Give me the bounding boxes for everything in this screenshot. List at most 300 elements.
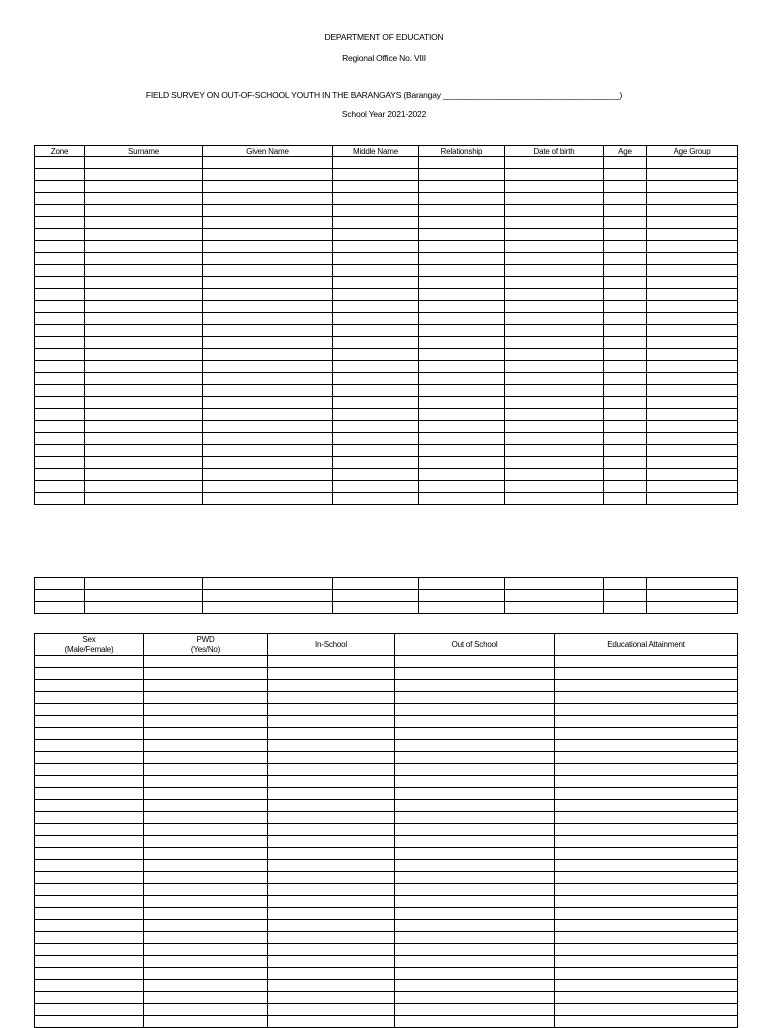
table-cell[interactable] — [333, 590, 419, 602]
table-cell[interactable] — [85, 289, 203, 301]
table-cell[interactable] — [85, 421, 203, 433]
table-cell[interactable] — [555, 812, 738, 824]
table-cell[interactable] — [555, 884, 738, 896]
table-cell[interactable] — [505, 193, 604, 205]
table-cell[interactable] — [555, 692, 738, 704]
table-cell[interactable] — [419, 457, 505, 469]
table-cell[interactable] — [85, 325, 203, 337]
table-cell[interactable] — [647, 578, 738, 590]
table-cell[interactable] — [395, 896, 555, 908]
table-cell[interactable] — [333, 481, 419, 493]
table-cell[interactable] — [604, 301, 647, 313]
table-cell[interactable] — [647, 349, 738, 361]
table-cell[interactable] — [505, 409, 604, 421]
table-cell[interactable] — [35, 980, 144, 992]
table-cell[interactable] — [647, 457, 738, 469]
table-cell[interactable] — [604, 349, 647, 361]
table-cell[interactable] — [505, 313, 604, 325]
table-cell[interactable] — [85, 193, 203, 205]
table-cell[interactable] — [604, 469, 647, 481]
table-cell[interactable] — [647, 445, 738, 457]
table-cell[interactable] — [395, 908, 555, 920]
table-cell[interactable] — [647, 590, 738, 602]
table-cell[interactable] — [505, 301, 604, 313]
table-cell[interactable] — [144, 692, 268, 704]
table-cell[interactable] — [647, 253, 738, 265]
table-cell[interactable] — [144, 872, 268, 884]
table-cell[interactable] — [85, 253, 203, 265]
table-cell[interactable] — [604, 157, 647, 169]
table-cell[interactable] — [647, 217, 738, 229]
table-cell[interactable] — [604, 181, 647, 193]
table-cell[interactable] — [144, 908, 268, 920]
table-cell[interactable] — [35, 884, 144, 896]
table-cell[interactable] — [604, 385, 647, 397]
table-cell[interactable] — [395, 932, 555, 944]
table-cell[interactable] — [604, 481, 647, 493]
table-cell[interactable] — [647, 301, 738, 313]
table-cell[interactable] — [85, 217, 203, 229]
table-cell[interactable] — [35, 680, 144, 692]
table-cell[interactable] — [268, 680, 395, 692]
table-cell[interactable] — [555, 944, 738, 956]
table-cell[interactable] — [85, 457, 203, 469]
table-cell[interactable] — [85, 397, 203, 409]
table-cell[interactable] — [203, 265, 333, 277]
table-cell[interactable] — [604, 590, 647, 602]
table-cell[interactable] — [604, 253, 647, 265]
table-cell[interactable] — [419, 241, 505, 253]
table-cell[interactable] — [395, 920, 555, 932]
table-cell[interactable] — [268, 908, 395, 920]
table-cell[interactable] — [555, 968, 738, 980]
table-cell[interactable] — [268, 692, 395, 704]
table-cell[interactable] — [555, 728, 738, 740]
table-cell[interactable] — [505, 493, 604, 505]
table-cell[interactable] — [505, 578, 604, 590]
table-cell[interactable] — [268, 968, 395, 980]
table-cell[interactable] — [333, 313, 419, 325]
table-cell[interactable] — [647, 265, 738, 277]
table-cell[interactable] — [647, 157, 738, 169]
table-cell[interactable] — [333, 385, 419, 397]
table-cell[interactable] — [395, 692, 555, 704]
table-cell[interactable] — [604, 241, 647, 253]
table-cell[interactable] — [144, 728, 268, 740]
table-cell[interactable] — [203, 457, 333, 469]
table-cell[interactable] — [419, 361, 505, 373]
table-cell[interactable] — [268, 992, 395, 1004]
table-cell[interactable] — [505, 481, 604, 493]
table-cell[interactable] — [85, 337, 203, 349]
table-cell[interactable] — [85, 373, 203, 385]
table-cell[interactable] — [268, 716, 395, 728]
table-cell[interactable] — [555, 680, 738, 692]
table-cell[interactable] — [35, 457, 85, 469]
table-cell[interactable] — [35, 956, 144, 968]
table-cell[interactable] — [203, 445, 333, 457]
table-cell[interactable] — [395, 824, 555, 836]
table-cell[interactable] — [35, 217, 85, 229]
table-cell[interactable] — [203, 157, 333, 169]
table-cell[interactable] — [555, 920, 738, 932]
table-cell[interactable] — [85, 385, 203, 397]
table-cell[interactable] — [35, 493, 85, 505]
table-cell[interactable] — [555, 800, 738, 812]
table-cell[interactable] — [35, 337, 85, 349]
table-cell[interactable] — [144, 836, 268, 848]
table-cell[interactable] — [555, 1016, 738, 1028]
table-cell[interactable] — [555, 896, 738, 908]
table-cell[interactable] — [144, 800, 268, 812]
table-cell[interactable] — [419, 217, 505, 229]
table-cell[interactable] — [85, 241, 203, 253]
table-cell[interactable] — [144, 920, 268, 932]
table-cell[interactable] — [35, 481, 85, 493]
table-cell[interactable] — [395, 944, 555, 956]
table-cell[interactable] — [144, 656, 268, 668]
table-cell[interactable] — [647, 241, 738, 253]
table-cell[interactable] — [647, 325, 738, 337]
table-cell[interactable] — [505, 602, 604, 614]
table-cell[interactable] — [203, 578, 333, 590]
table-cell[interactable] — [268, 848, 395, 860]
table-cell[interactable] — [268, 812, 395, 824]
table-cell[interactable] — [35, 728, 144, 740]
table-cell[interactable] — [268, 1016, 395, 1028]
table-cell[interactable] — [419, 277, 505, 289]
table-cell[interactable] — [647, 313, 738, 325]
table-cell[interactable] — [419, 481, 505, 493]
table-cell[interactable] — [85, 301, 203, 313]
table-cell[interactable] — [35, 908, 144, 920]
table-cell[interactable] — [85, 409, 203, 421]
table-cell[interactable] — [35, 992, 144, 1004]
table-cell[interactable] — [395, 752, 555, 764]
table-cell[interactable] — [144, 860, 268, 872]
table-cell[interactable] — [395, 860, 555, 872]
table-cell[interactable] — [647, 277, 738, 289]
table-cell[interactable] — [144, 848, 268, 860]
table-cell[interactable] — [35, 872, 144, 884]
table-cell[interactable] — [647, 193, 738, 205]
table-cell[interactable] — [85, 361, 203, 373]
table-cell[interactable] — [268, 704, 395, 716]
table-cell[interactable] — [203, 277, 333, 289]
table-cell[interactable] — [505, 229, 604, 241]
table-cell[interactable] — [35, 409, 85, 421]
table-cell[interactable] — [85, 157, 203, 169]
table-cell[interactable] — [35, 361, 85, 373]
table-cell[interactable] — [505, 157, 604, 169]
table-cell[interactable] — [144, 944, 268, 956]
table-cell[interactable] — [333, 325, 419, 337]
table-cell[interactable] — [35, 602, 85, 614]
table-cell[interactable] — [604, 205, 647, 217]
table-cell[interactable] — [604, 313, 647, 325]
table-cell[interactable] — [35, 590, 85, 602]
table-cell[interactable] — [505, 265, 604, 277]
table-cell[interactable] — [203, 325, 333, 337]
table-cell[interactable] — [555, 848, 738, 860]
table-cell[interactable] — [268, 956, 395, 968]
table-cell[interactable] — [35, 656, 144, 668]
table-cell[interactable] — [419, 493, 505, 505]
table-cell[interactable] — [333, 229, 419, 241]
table-cell[interactable] — [203, 241, 333, 253]
table-cell[interactable] — [85, 205, 203, 217]
table-cell[interactable] — [35, 944, 144, 956]
table-cell[interactable] — [144, 764, 268, 776]
table-cell[interactable] — [35, 812, 144, 824]
table-cell[interactable] — [419, 421, 505, 433]
table-cell[interactable] — [35, 896, 144, 908]
table-cell[interactable] — [144, 896, 268, 908]
table-cell[interactable] — [203, 253, 333, 265]
table-cell[interactable] — [419, 265, 505, 277]
table-cell[interactable] — [35, 836, 144, 848]
table-cell[interactable] — [555, 932, 738, 944]
table-cell[interactable] — [35, 325, 85, 337]
table-cell[interactable] — [647, 409, 738, 421]
table-cell[interactable] — [333, 157, 419, 169]
table-cell[interactable] — [268, 740, 395, 752]
table-cell[interactable] — [604, 217, 647, 229]
table-cell[interactable] — [35, 740, 144, 752]
table-cell[interactable] — [395, 668, 555, 680]
table-cell[interactable] — [555, 764, 738, 776]
table-cell[interactable] — [604, 229, 647, 241]
table-cell[interactable] — [333, 193, 419, 205]
table-cell[interactable] — [35, 1016, 144, 1028]
table-cell[interactable] — [647, 361, 738, 373]
table-cell[interactable] — [647, 397, 738, 409]
table-cell[interactable] — [604, 578, 647, 590]
table-cell[interactable] — [395, 956, 555, 968]
table-cell[interactable] — [144, 788, 268, 800]
table-cell[interactable] — [395, 1004, 555, 1016]
table-cell[interactable] — [505, 205, 604, 217]
table-cell[interactable] — [604, 602, 647, 614]
table-cell[interactable] — [395, 680, 555, 692]
table-cell[interactable] — [268, 920, 395, 932]
table-cell[interactable] — [555, 656, 738, 668]
table-cell[interactable] — [144, 956, 268, 968]
table-cell[interactable] — [395, 764, 555, 776]
table-cell[interactable] — [85, 277, 203, 289]
table-cell[interactable] — [203, 397, 333, 409]
table-cell[interactable] — [85, 590, 203, 602]
table-cell[interactable] — [333, 205, 419, 217]
table-cell[interactable] — [85, 313, 203, 325]
table-cell[interactable] — [333, 602, 419, 614]
table-cell[interactable] — [604, 433, 647, 445]
table-cell[interactable] — [604, 493, 647, 505]
table-cell[interactable] — [35, 968, 144, 980]
table-cell[interactable] — [35, 469, 85, 481]
table-cell[interactable] — [35, 373, 85, 385]
table-cell[interactable] — [268, 788, 395, 800]
table-cell[interactable] — [35, 788, 144, 800]
table-cell[interactable] — [419, 602, 505, 614]
table-cell[interactable] — [203, 409, 333, 421]
table-cell[interactable] — [144, 704, 268, 716]
table-cell[interactable] — [505, 169, 604, 181]
table-cell[interactable] — [85, 181, 203, 193]
table-cell[interactable] — [85, 469, 203, 481]
table-cell[interactable] — [505, 445, 604, 457]
table-cell[interactable] — [505, 433, 604, 445]
table-cell[interactable] — [333, 433, 419, 445]
table-cell[interactable] — [505, 277, 604, 289]
table-cell[interactable] — [395, 872, 555, 884]
table-cell[interactable] — [555, 992, 738, 1004]
table-cell[interactable] — [419, 157, 505, 169]
table-cell[interactable] — [647, 433, 738, 445]
table-cell[interactable] — [604, 193, 647, 205]
table-cell[interactable] — [85, 349, 203, 361]
table-cell[interactable] — [35, 229, 85, 241]
table-cell[interactable] — [35, 241, 85, 253]
table-cell[interactable] — [203, 217, 333, 229]
table-cell[interactable] — [35, 397, 85, 409]
table-cell[interactable] — [419, 445, 505, 457]
table-cell[interactable] — [604, 325, 647, 337]
table-cell[interactable] — [395, 992, 555, 1004]
table-cell[interactable] — [333, 445, 419, 457]
table-cell[interactable] — [555, 740, 738, 752]
table-cell[interactable] — [268, 668, 395, 680]
table-cell[interactable] — [555, 788, 738, 800]
table-cell[interactable] — [35, 277, 85, 289]
table-cell[interactable] — [144, 776, 268, 788]
table-cell[interactable] — [604, 409, 647, 421]
table-cell[interactable] — [333, 253, 419, 265]
table-cell[interactable] — [505, 397, 604, 409]
table-cell[interactable] — [333, 409, 419, 421]
table-cell[interactable] — [419, 397, 505, 409]
table-cell[interactable] — [604, 373, 647, 385]
table-cell[interactable] — [268, 728, 395, 740]
table-cell[interactable] — [268, 776, 395, 788]
table-cell[interactable] — [395, 980, 555, 992]
table-cell[interactable] — [419, 590, 505, 602]
table-cell[interactable] — [419, 349, 505, 361]
table-cell[interactable] — [333, 373, 419, 385]
table-cell[interactable] — [35, 385, 85, 397]
table-cell[interactable] — [203, 361, 333, 373]
table-cell[interactable] — [35, 848, 144, 860]
table-cell[interactable] — [203, 602, 333, 614]
table-cell[interactable] — [505, 337, 604, 349]
table-cell[interactable] — [203, 205, 333, 217]
table-cell[interactable] — [144, 668, 268, 680]
table-cell[interactable] — [144, 968, 268, 980]
table-cell[interactable] — [647, 373, 738, 385]
table-cell[interactable] — [604, 337, 647, 349]
table-cell[interactable] — [35, 193, 85, 205]
table-cell[interactable] — [35, 181, 85, 193]
table-cell[interactable] — [35, 692, 144, 704]
table-cell[interactable] — [35, 776, 144, 788]
table-cell[interactable] — [268, 932, 395, 944]
table-cell[interactable] — [203, 337, 333, 349]
table-cell[interactable] — [419, 325, 505, 337]
table-cell[interactable] — [647, 385, 738, 397]
table-cell[interactable] — [333, 361, 419, 373]
table-cell[interactable] — [333, 337, 419, 349]
table-cell[interactable] — [203, 301, 333, 313]
table-cell[interactable] — [604, 265, 647, 277]
table-cell[interactable] — [35, 253, 85, 265]
table-cell[interactable] — [35, 668, 144, 680]
table-cell[interactable] — [505, 217, 604, 229]
table-cell[interactable] — [505, 253, 604, 265]
table-cell[interactable] — [203, 469, 333, 481]
table-cell[interactable] — [555, 836, 738, 848]
table-cell[interactable] — [505, 289, 604, 301]
table-cell[interactable] — [333, 469, 419, 481]
table-cell[interactable] — [85, 578, 203, 590]
table-cell[interactable] — [419, 205, 505, 217]
table-cell[interactable] — [35, 301, 85, 313]
table-cell[interactable] — [419, 469, 505, 481]
table-cell[interactable] — [35, 920, 144, 932]
table-cell[interactable] — [419, 433, 505, 445]
table-cell[interactable] — [35, 716, 144, 728]
table-cell[interactable] — [419, 578, 505, 590]
table-cell[interactable] — [35, 349, 85, 361]
table-cell[interactable] — [35, 704, 144, 716]
table-cell[interactable] — [35, 824, 144, 836]
table-cell[interactable] — [85, 493, 203, 505]
table-cell[interactable] — [144, 932, 268, 944]
table-cell[interactable] — [333, 578, 419, 590]
table-cell[interactable] — [268, 884, 395, 896]
table-cell[interactable] — [604, 457, 647, 469]
table-cell[interactable] — [35, 800, 144, 812]
table-cell[interactable] — [203, 421, 333, 433]
table-cell[interactable] — [555, 704, 738, 716]
table-cell[interactable] — [395, 836, 555, 848]
table-cell[interactable] — [647, 169, 738, 181]
table-cell[interactable] — [555, 980, 738, 992]
table-cell[interactable] — [203, 433, 333, 445]
table-cell[interactable] — [419, 373, 505, 385]
table-cell[interactable] — [268, 656, 395, 668]
table-cell[interactable] — [647, 205, 738, 217]
table-cell[interactable] — [35, 421, 85, 433]
table-cell[interactable] — [203, 590, 333, 602]
table-cell[interactable] — [333, 421, 419, 433]
table-cell[interactable] — [85, 602, 203, 614]
table-cell[interactable] — [35, 433, 85, 445]
table-cell[interactable] — [604, 397, 647, 409]
table-cell[interactable] — [35, 169, 85, 181]
table-cell[interactable] — [395, 776, 555, 788]
table-cell[interactable] — [85, 481, 203, 493]
table-cell[interactable] — [604, 421, 647, 433]
table-cell[interactable] — [203, 193, 333, 205]
table-cell[interactable] — [647, 181, 738, 193]
table-cell[interactable] — [144, 716, 268, 728]
table-cell[interactable] — [555, 956, 738, 968]
table-cell[interactable] — [333, 181, 419, 193]
table-cell[interactable] — [268, 752, 395, 764]
table-cell[interactable] — [333, 349, 419, 361]
table-cell[interactable] — [268, 872, 395, 884]
table-cell[interactable] — [203, 385, 333, 397]
